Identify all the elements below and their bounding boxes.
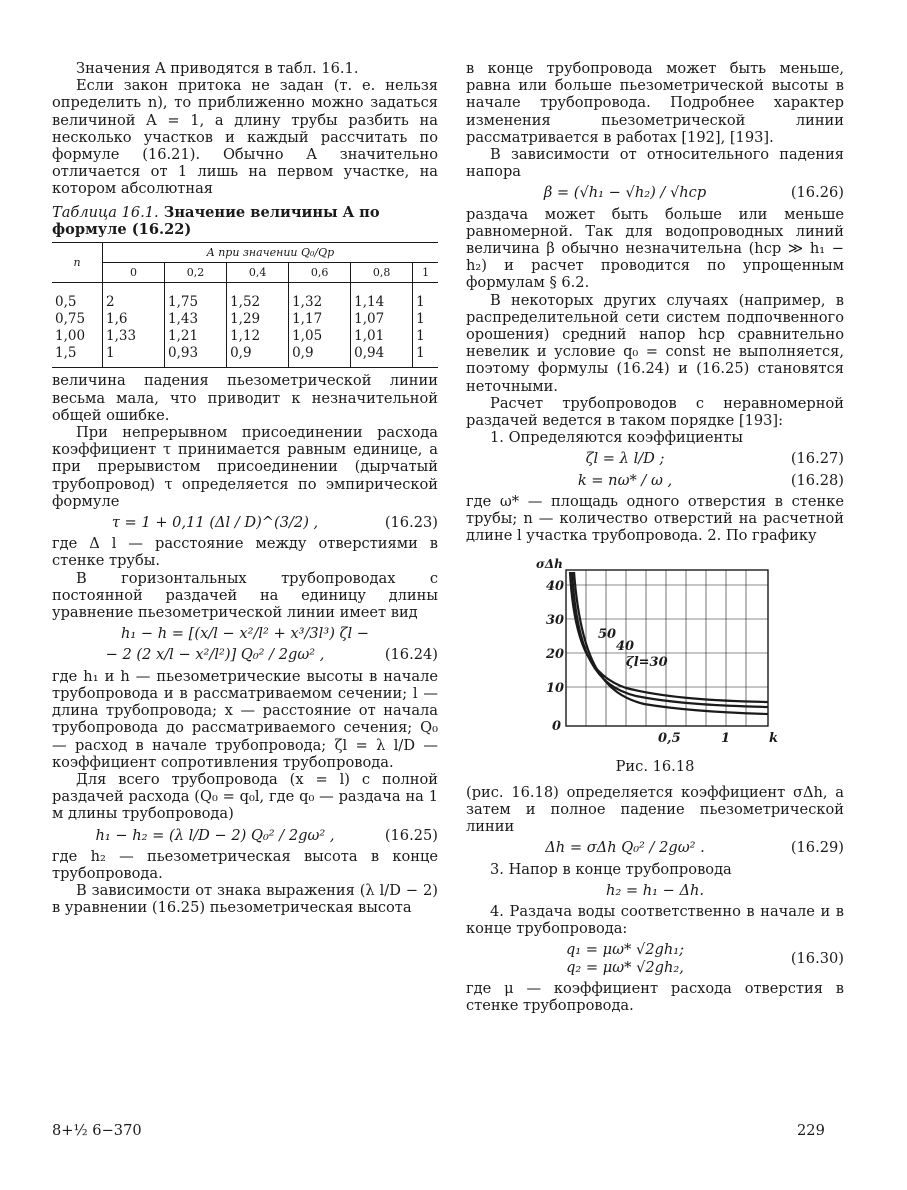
right-column	[466, 60, 844, 1014]
equation-16-26	[466, 184, 844, 201]
paragraph: В зависимости от относительного падения напора	[466, 146, 844, 181]
equation-16-29	[466, 839, 844, 856]
equation-body: k = nω* / ω ,	[577, 471, 673, 489]
paragraph: Для всего трубопровода (x = l) с полной раздачей расхода (Q₀ = q₀l, где q₀ — раздача на 1 м длины трубопровода)	[52, 770, 438, 823]
y-tick-label: 40	[546, 579, 565, 595]
table-col-header: 0	[103, 263, 165, 283]
table-cell: 0,5	[55, 294, 77, 311]
equation-body	[466, 941, 784, 975]
equation-body: Δh = σΔh Q₀² / 2gω² .	[545, 839, 705, 857]
y-tick-label: 30	[546, 613, 565, 629]
equation-q1: q₁ = μω* √2gh₁;	[565, 941, 685, 959]
table-cell: 1	[103, 345, 165, 368]
equation-h2	[466, 882, 844, 899]
figure-caption: Рис. 16.18	[615, 758, 695, 776]
paragraph: В зависимости от знака выражения (λ l/D − 2) в уравнении (16.25) пьезометрическая высота	[52, 882, 438, 917]
table-cell: 1	[413, 311, 438, 328]
table-cell: 1,32	[289, 283, 351, 312]
equation-number: (16.26)	[790, 184, 844, 202]
paragraph: Значения A приводятся в табл. 16.1.	[76, 60, 359, 77]
table-cell: 1,05	[289, 328, 351, 345]
equation-body: h₂ = h₁ − Δh.	[605, 881, 705, 899]
page-number: 229	[797, 1122, 825, 1139]
equation-number: (16.27)	[790, 450, 844, 468]
table-cell: 0,94	[351, 345, 413, 368]
paragraph: Расчет трубопроводов с неравномерной раздачей ведется в таком порядке [193]:	[466, 394, 844, 430]
equation-16-23	[52, 514, 438, 531]
table-row	[52, 283, 438, 312]
table-cell: 1,33	[103, 328, 165, 345]
table-cell: 1	[413, 283, 438, 312]
table-cell: 1,14	[351, 283, 413, 312]
y-tick-label: 10	[546, 681, 565, 697]
table-cell: 1,21	[165, 328, 227, 345]
table-cell: 0,9	[289, 345, 351, 368]
paragraph: 3. Напор в конце трубопровода	[490, 860, 732, 878]
table-cell: 1	[413, 345, 438, 368]
paragraph: где h₂ — пьезометрическая высота в конце трубопровода.	[52, 847, 438, 882]
table-n-header: n	[52, 243, 103, 283]
equation-number: (16.24)	[384, 646, 438, 664]
table-cell: 1,01	[351, 328, 413, 345]
table-cell: 1,6	[103, 311, 165, 328]
paragraph: (рис. 16.18) определяется коэффициент σΔh, а затем и полное падение пьезометрической линии	[466, 783, 844, 836]
paragraph: В некоторых других случаях (например, в распределительной сети систем подпочвенного орошения) средний напор hср сравнительно невелик и условие q₀ = const не выполняется, поэтому формулы (16.24) и (16.25) становятся неточными.	[466, 291, 844, 395]
table-row	[52, 311, 438, 328]
equation-body: h₁ − h = [(x/l − x²/l² + x³/3l³) ζl −	[121, 625, 369, 643]
equation-body: ζl = λ l/D ;	[585, 450, 665, 468]
table-cell: 1,5	[52, 345, 103, 368]
table-cell: 0,93	[165, 345, 227, 368]
table-group-header: A при значении Q₀/Qр	[103, 243, 439, 263]
equation-number: (16.28)	[790, 471, 844, 489]
table-row	[52, 328, 438, 345]
left-column	[52, 60, 438, 917]
table-cell: 1,12	[227, 328, 289, 345]
equation-number: (16.25)	[384, 826, 438, 844]
table-caption	[52, 204, 438, 238]
printer-signature: 8+½ 6−370	[52, 1122, 142, 1139]
curve-label: 50	[598, 627, 617, 643]
table-cell: 0,75	[55, 311, 86, 328]
y-axis-label: σΔh	[536, 557, 563, 572]
table-cell: 1,00	[55, 328, 86, 345]
equation-16-27	[466, 450, 844, 467]
x-tick-label: 1	[721, 731, 731, 747]
equation-16-24-line2	[52, 646, 438, 663]
table-cell: 1,52	[227, 283, 289, 312]
table-cell: 0,9	[227, 345, 289, 368]
table-row	[52, 345, 438, 368]
equation-16-28	[466, 472, 844, 489]
table-col-header: 1	[413, 263, 438, 283]
figure-graph	[466, 546, 844, 756]
curve-label: 40	[616, 639, 635, 655]
y-tick-label: 0	[552, 719, 562, 735]
paragraph: где Δ l — расстояние между отверстиями в стенке трубы.	[52, 535, 438, 570]
paragraph: где ω* — площадь одного отверстия в стенке трубы; n — количество отверстий на расчетной длине l участка трубопровода. 2. По графику	[466, 492, 844, 545]
table-col-header: 0,2	[165, 263, 227, 283]
equation-body: τ = 1 + 0,11 (Δl / D)^(3/2) ,	[111, 514, 319, 532]
paragraph: Если закон притока не задан (т. е. нельзя определить n), то приближенно можно задаться величиной A = 1, а длину трубы разбить на несколько участков и каждый рассчитать по формуле (16.21). Обычно A значительно отличается от 1 лишь на первом участке, на котором абсолютная	[52, 77, 438, 198]
paragraph: При непрерывном присоединении расхода коэффициент τ принимается равным единице, а при прерывистом присоединении (дырчатый трубопровод) τ определяется по эмпирической формуле	[52, 424, 438, 510]
table-cell: 1,75	[165, 283, 227, 312]
x-tick-label: k	[769, 731, 779, 747]
table-cell: 1,17	[289, 311, 351, 328]
x-tick-label: 0,5	[658, 731, 681, 747]
paragraph: раздача может быть больше или меньше равномерной. Так для водопроводных линий величина β обычно незначительна (hср ≫ h₁ − h₂) и расчет проводится по упрощенным формулам § 6.2.	[466, 205, 844, 292]
curve-label: ζl=30	[626, 655, 668, 671]
paragraph: В горизонтальных трубопроводах с постоянной раздачей на единицу длины уравнение пьезометрической линии имеет вид	[52, 569, 438, 622]
equation-number: (16.30)	[790, 949, 844, 967]
equation-body: h₁ − h₂ = (λ l/D − 2) Q₀² / 2gω² ,	[95, 826, 335, 844]
y-tick-label: 20	[546, 647, 565, 663]
equation-16-30	[466, 941, 844, 975]
equation-16-24-line1	[52, 625, 438, 642]
table-caption-prefix: Таблица 16.1.	[52, 203, 159, 221]
figure-16-18	[466, 546, 844, 756]
paragraph: 1. Определяются коэффициенты	[490, 429, 743, 447]
equation-q2: q₂ = μω* √2gh₂,	[566, 958, 684, 976]
equation-body: − 2 (2 x/l − x²/l²)] Q₀² / 2gω² ,	[105, 646, 325, 664]
equation-body: β = (√h₁ − √h₂) / √hср	[543, 184, 707, 202]
paragraph: величина падения пьезометрической линии весьма мала, что приводит к незначительной общей ошибке.	[52, 372, 438, 424]
paragraph: в конце трубопровода может быть меньше, равна или больше пьезометрической высоты в начале трубопровода. Подробнее характер изменения пьезометрической линии рассматривается в работах [192], [193].	[466, 60, 844, 146]
paragraph: где h₁ и h — пьезометрические высоты в начале трубопровода и в рассматриваемом сечении; l — длина трубопровода; x — расстояние от начала трубопровода до рассматриваемого сечения; Q₀ — расход в начале трубопровода; ζl = λ l/D — коэффициент сопротивления трубопровода.	[52, 667, 438, 771]
table-col-header: 0,4	[227, 263, 289, 283]
table-col-header: 0,8	[351, 263, 413, 283]
paragraph: 4. Раздача воды соответственно в начале и в конце трубопровода:	[466, 902, 844, 938]
table-cell: 1,07	[351, 311, 413, 328]
table-caption-text: Значение величины A по формуле (16.22)	[52, 203, 380, 238]
equation-number: (16.23)	[384, 514, 438, 532]
table-col-header: 0,6	[289, 263, 351, 283]
table-cell: 1	[413, 328, 438, 345]
equation-16-25	[52, 827, 438, 844]
table-cell: 1,29	[227, 311, 289, 328]
table-cell: 2	[103, 283, 165, 312]
paragraph: где μ — коэффициент расхода отверстия в стенке трубопровода.	[466, 979, 844, 1014]
table-16-1	[52, 242, 438, 368]
equation-number: (16.29)	[790, 839, 844, 857]
table-cell: 1,43	[165, 311, 227, 328]
